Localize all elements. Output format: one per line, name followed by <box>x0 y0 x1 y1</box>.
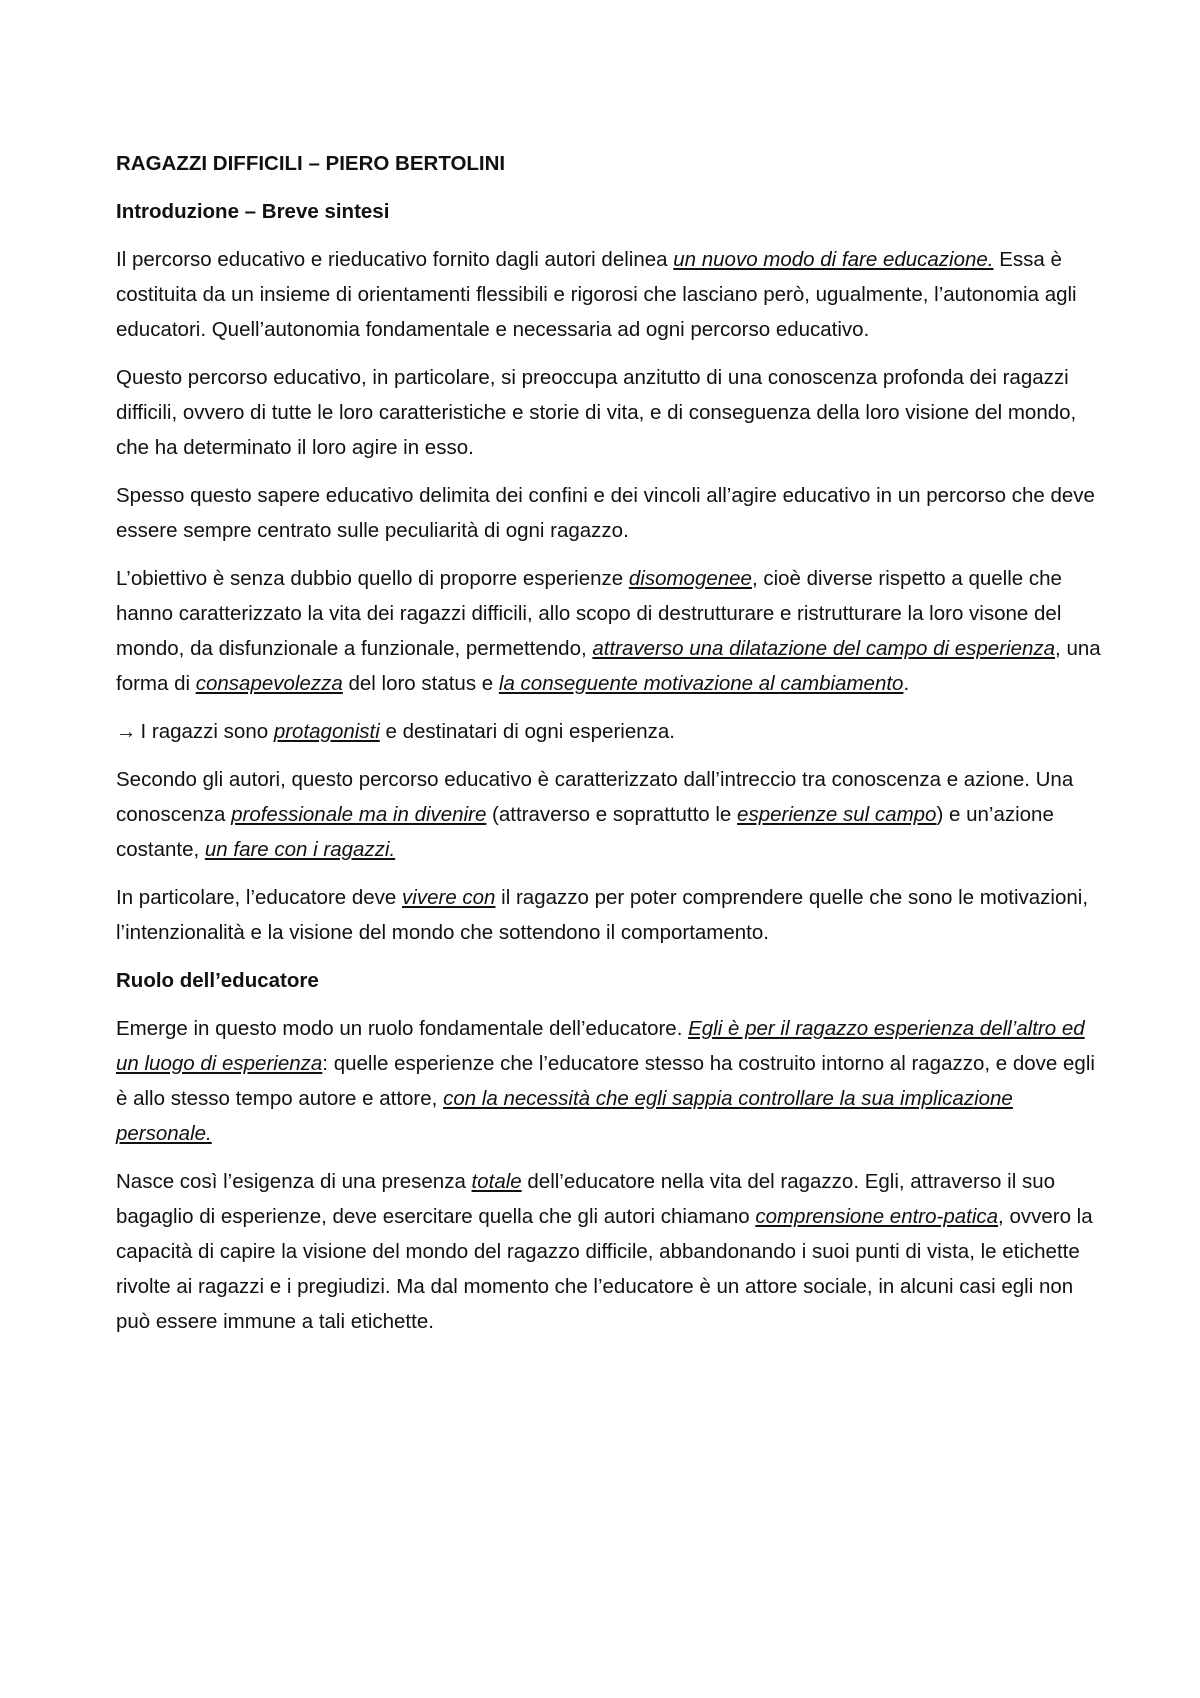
emphasis: vivere con <box>402 886 496 909</box>
text: I ragazzi sono <box>140 720 274 743</box>
paragraph-5 <box>116 714 1106 749</box>
text: Emerge in questo modo un ruolo fondamentale dell’educatore. <box>116 1017 689 1040</box>
text: , una forma di <box>116 637 1101 695</box>
text: Il percorso educativo e rieducativo fornito dagli autori delinea <box>116 248 674 271</box>
section-heading-intro: Introduzione – Breve sintesi <box>116 200 390 223</box>
emphasis: professionale ma in divenire <box>231 803 487 826</box>
emphasis: protagonisti <box>273 720 380 743</box>
text: Nasce così l’esigenza di una presenza <box>116 1170 472 1193</box>
text: In particolare, l’educatore deve <box>116 886 403 909</box>
paragraph-2: Questo percorso educativo, in particolare, si preoccupa anzitutto di una conoscenza profonda dei ragazzi difficili, ovvero di tutte le loro caratteristiche e storie di vita, e di conseguenza della loro visione del mondo, che ha determinato il loro agire in esso. <box>116 366 1077 459</box>
arrow-right-icon: → <box>116 720 137 743</box>
text: Essa è costituita da un insieme di orientamenti flessibili e rigorosi che lasciano però, ugualmente, l’autonomia agli educatori. Quell’autonomia fondamentale e necessaria ad ogni percorso educativo. <box>116 248 1077 341</box>
emphasis: con la necessità che egli sappia controllare la sua implicazione personale. <box>116 1087 1013 1145</box>
paragraph-9 <box>116 1164 1106 1339</box>
text: il ragazzo per poter comprendere quelle che sono le motivazioni, l’intenzionalità e la visione del mondo che sottendono il comportamento. <box>116 886 1089 944</box>
text: L’obiettivo è senza dubbio quello di proporre esperienze <box>116 567 629 590</box>
paragraph-7 <box>116 880 1106 950</box>
paragraph-4 <box>116 561 1106 701</box>
text: ) e un’azione costante, <box>116 803 1054 861</box>
section-heading-role: Ruolo dell’educatore <box>116 969 319 992</box>
text: , cioè diverse rispetto a quelle che hanno caratterizzato la vita dei ragazzi difficili, allo scopo di destrutturare e ristrutturare la loro visone del mondo, da disfunzionale a funzionale, permettendo, <box>116 567 1062 660</box>
text: : quelle esperienze che l’educatore stesso ha costruito intorno al ragazzo, e dove egli è allo stesso tempo autore e attore, <box>116 1052 1095 1110</box>
emphasis: un fare con i ragazzi. <box>204 838 396 861</box>
document-page <box>116 146 1106 1352</box>
text: . <box>903 672 910 695</box>
paragraph-6 <box>116 762 1106 867</box>
document-title: RAGAZZI DIFFICILI – PIERO BERTOLINI <box>116 152 506 175</box>
text: Secondo gli autori, questo percorso educativo è caratterizzato dall’intreccio tra conoscenza e azione. Una conoscenza <box>116 768 1074 826</box>
text: (attraverso e soprattutto le <box>486 803 738 826</box>
emphasis: totale <box>471 1170 522 1193</box>
emphasis: la conseguente motivazione al cambiamento <box>498 672 904 695</box>
emphasis: disomogenee <box>628 567 752 590</box>
paragraph-3: Spesso questo sapere educativo delimita dei confini e dei vincoli all’agire educativo in un percorso che deve essere sempre centrato sulle peculiarità di ogni ragazzo. <box>116 484 1095 542</box>
emphasis: un nuovo modo di fare educazione. <box>673 248 994 271</box>
text: del loro status e <box>342 672 499 695</box>
emphasis: consapevolezza <box>195 672 343 695</box>
emphasis: esperienze sul campo <box>737 803 937 826</box>
text: e destinatari di ogni esperienza. <box>379 720 675 743</box>
emphasis: comprensione entro-patica <box>755 1205 999 1228</box>
text: dell’educatore nella vita del ragazzo. Egli, attraverso il suo bagaglio di esperienze, deve esercitare quella che gli autori chiamano <box>116 1170 1055 1228</box>
emphasis: attraverso una dilatazione del campo di esperienza <box>592 637 1056 660</box>
paragraph-1 <box>116 242 1106 347</box>
paragraph-8 <box>116 1011 1106 1151</box>
emphasis: Egli è per il ragazzo esperienza dell’altro ed un luogo di esperienza <box>116 1017 1085 1075</box>
text: , ovvero la capacità di capire la visione del mondo del ragazzo difficile, abbandonando i suoi punti di vista, le etichette rivolte ai ragazzi e i pregiudizi. Ma dal momento che l’educatore è un attore sociale, in alcuni casi egli non può essere immune a tali etichette. <box>116 1205 1093 1333</box>
